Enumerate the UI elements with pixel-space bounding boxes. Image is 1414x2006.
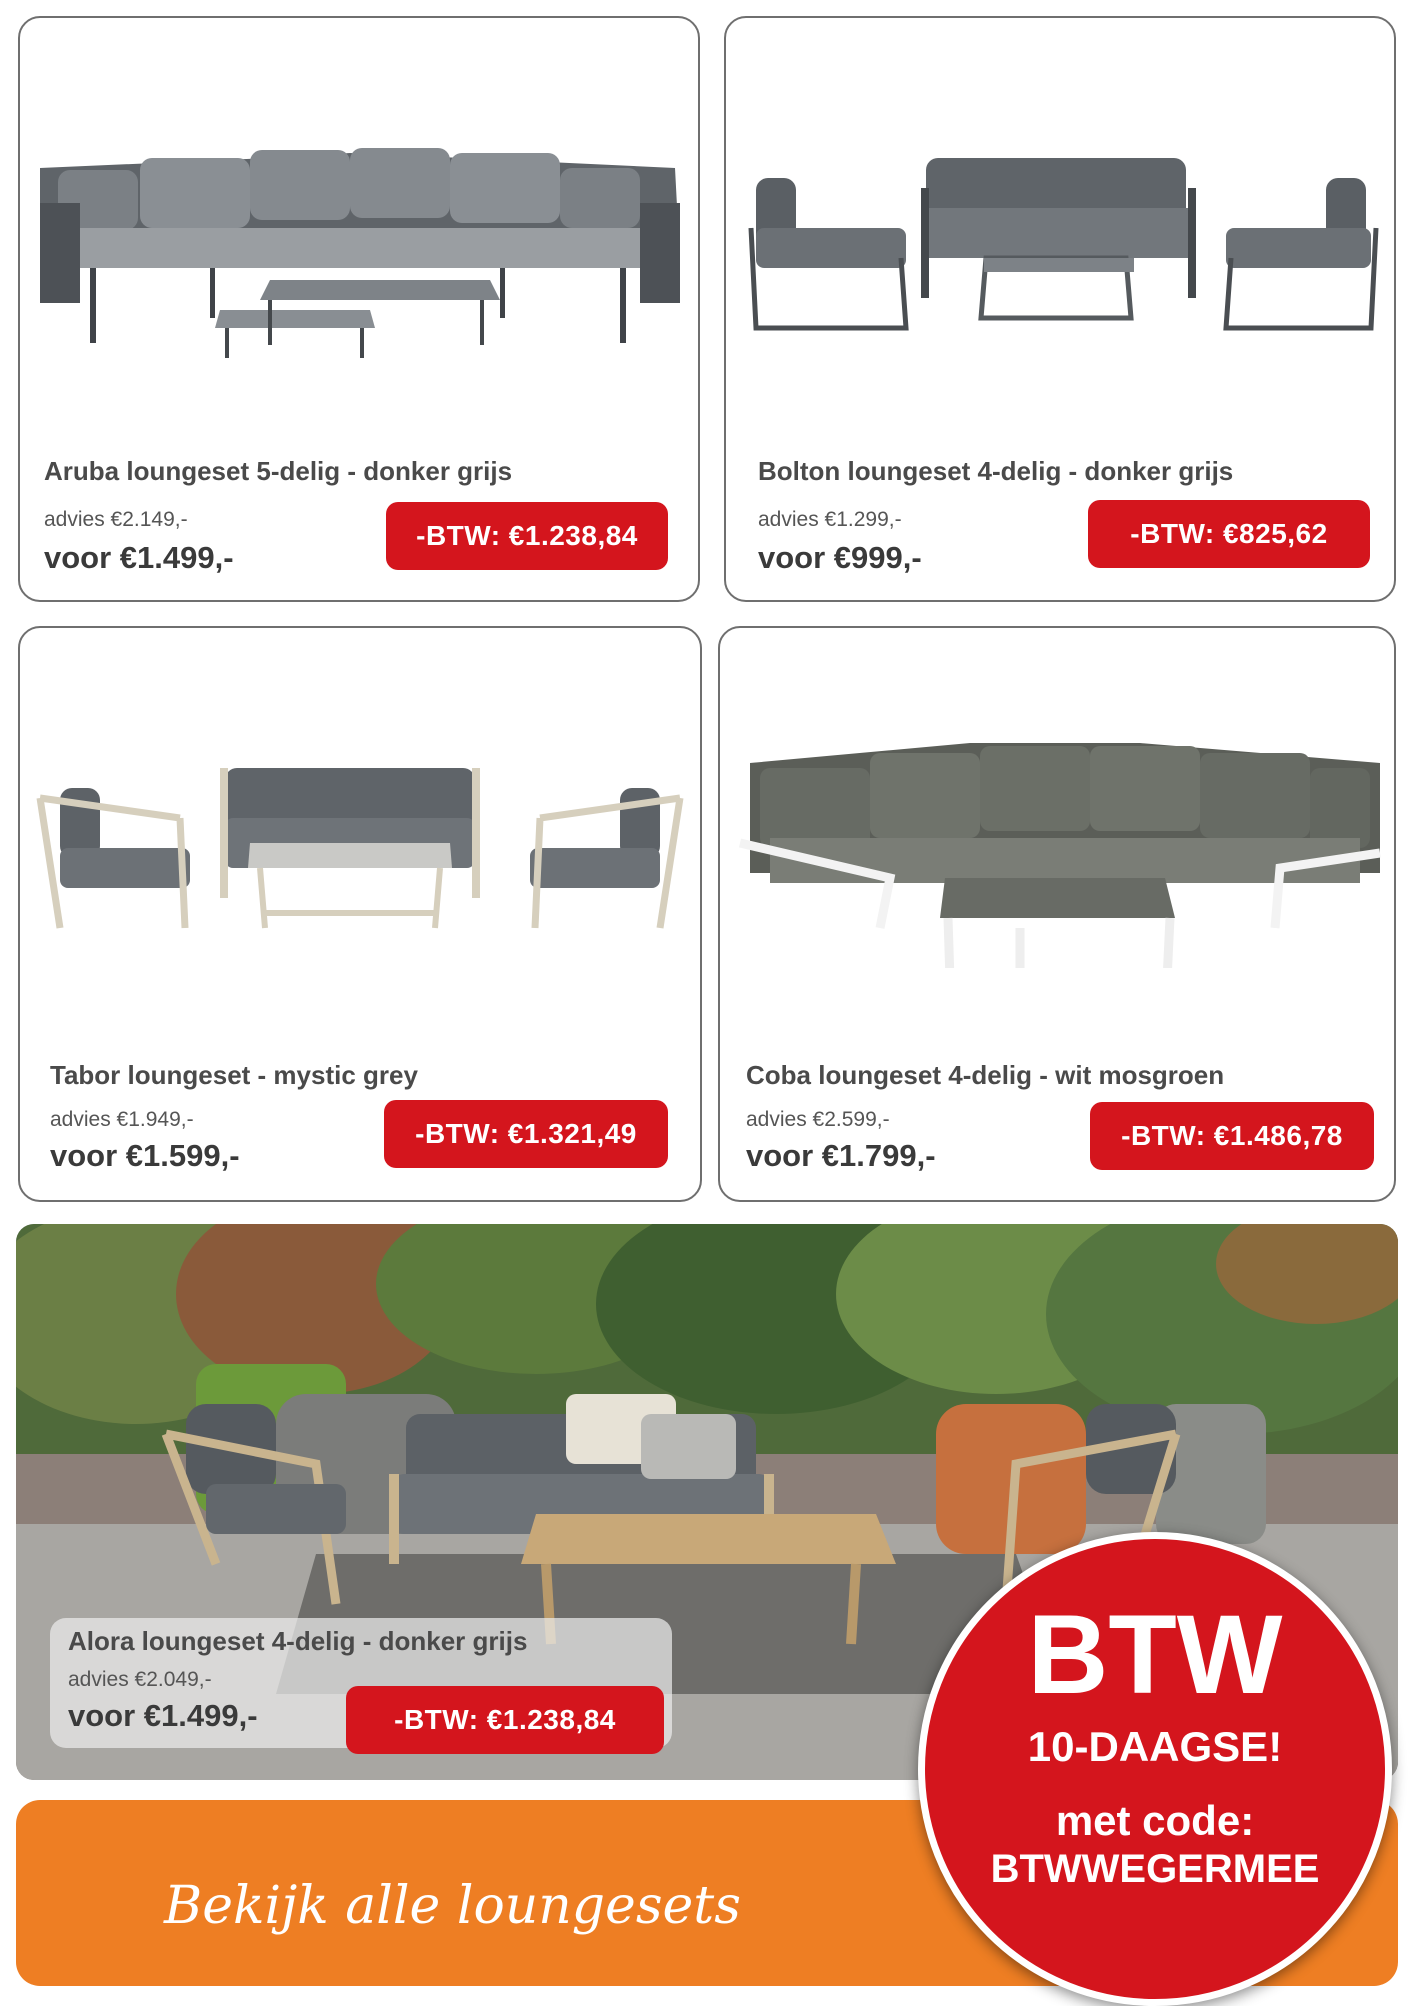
advies-price: advies €1.299,- — [758, 508, 902, 531]
advies-price: advies €1.949,- — [50, 1108, 194, 1131]
product-card-aruba[interactable] — [18, 16, 700, 602]
sale-price: voor €1.499,- — [44, 540, 234, 575]
product-card-tabor[interactable] — [18, 626, 702, 1202]
sofa-two-chairs-dark-grey-image — [726, 18, 1396, 358]
featured-btw-price-badge: -BTW: €1.238,84 — [346, 1686, 664, 1754]
promo-code: BTWWEGERMEE — [990, 1847, 1320, 1891]
promo-headline: BTW — [1027, 1592, 1283, 1717]
btw-price-badge: -BTW: €825,62 — [1088, 500, 1370, 568]
btw-promo-badge — [918, 1532, 1392, 2006]
sale-price: voor €999,- — [758, 540, 922, 575]
sale-price: voor €1.799,- — [746, 1138, 936, 1173]
featured-advies-price: advies €2.049,- — [68, 1668, 212, 1691]
sale-price: voor €1.599,- — [50, 1138, 240, 1173]
product-title: Coba loungeset 4-delig - wit mosgroen — [746, 1060, 1225, 1090]
corner-sofa-dark-grey-image — [20, 18, 700, 358]
btw-price-badge: -BTW: €1.486,78 — [1090, 1102, 1374, 1170]
featured-sale-price: voor €1.499,- — [68, 1698, 258, 1733]
advies-price: advies €2.599,- — [746, 1108, 890, 1131]
promo-code-label: met code: — [1055, 1797, 1255, 1844]
banner-label: Bekijk alle loungesets — [164, 1876, 741, 1936]
product-title: Bolton loungeset 4-delig - donker grijs — [758, 456, 1234, 486]
product-title: Aruba loungeset 5-delig - donker grijs — [44, 456, 513, 486]
promo-subline: 10-DAAGSE! — [1027, 1723, 1283, 1770]
product-title: Tabor loungeset - mystic grey — [50, 1060, 418, 1090]
btw-price-badge: -BTW: €1.321,49 — [384, 1100, 668, 1168]
advies-price: advies €2.149,- — [44, 508, 188, 531]
product-card-bolton[interactable] — [724, 16, 1396, 602]
btw-price-badge: -BTW: €1.238,84 — [386, 502, 668, 570]
white-corner-sofa-image — [720, 628, 1396, 968]
bamboo-sofa-set-image — [20, 628, 702, 968]
featured-title: Alora loungeset 4-delig - donker grijs — [68, 1626, 528, 1656]
product-card-coba[interactable] — [718, 626, 1396, 1202]
